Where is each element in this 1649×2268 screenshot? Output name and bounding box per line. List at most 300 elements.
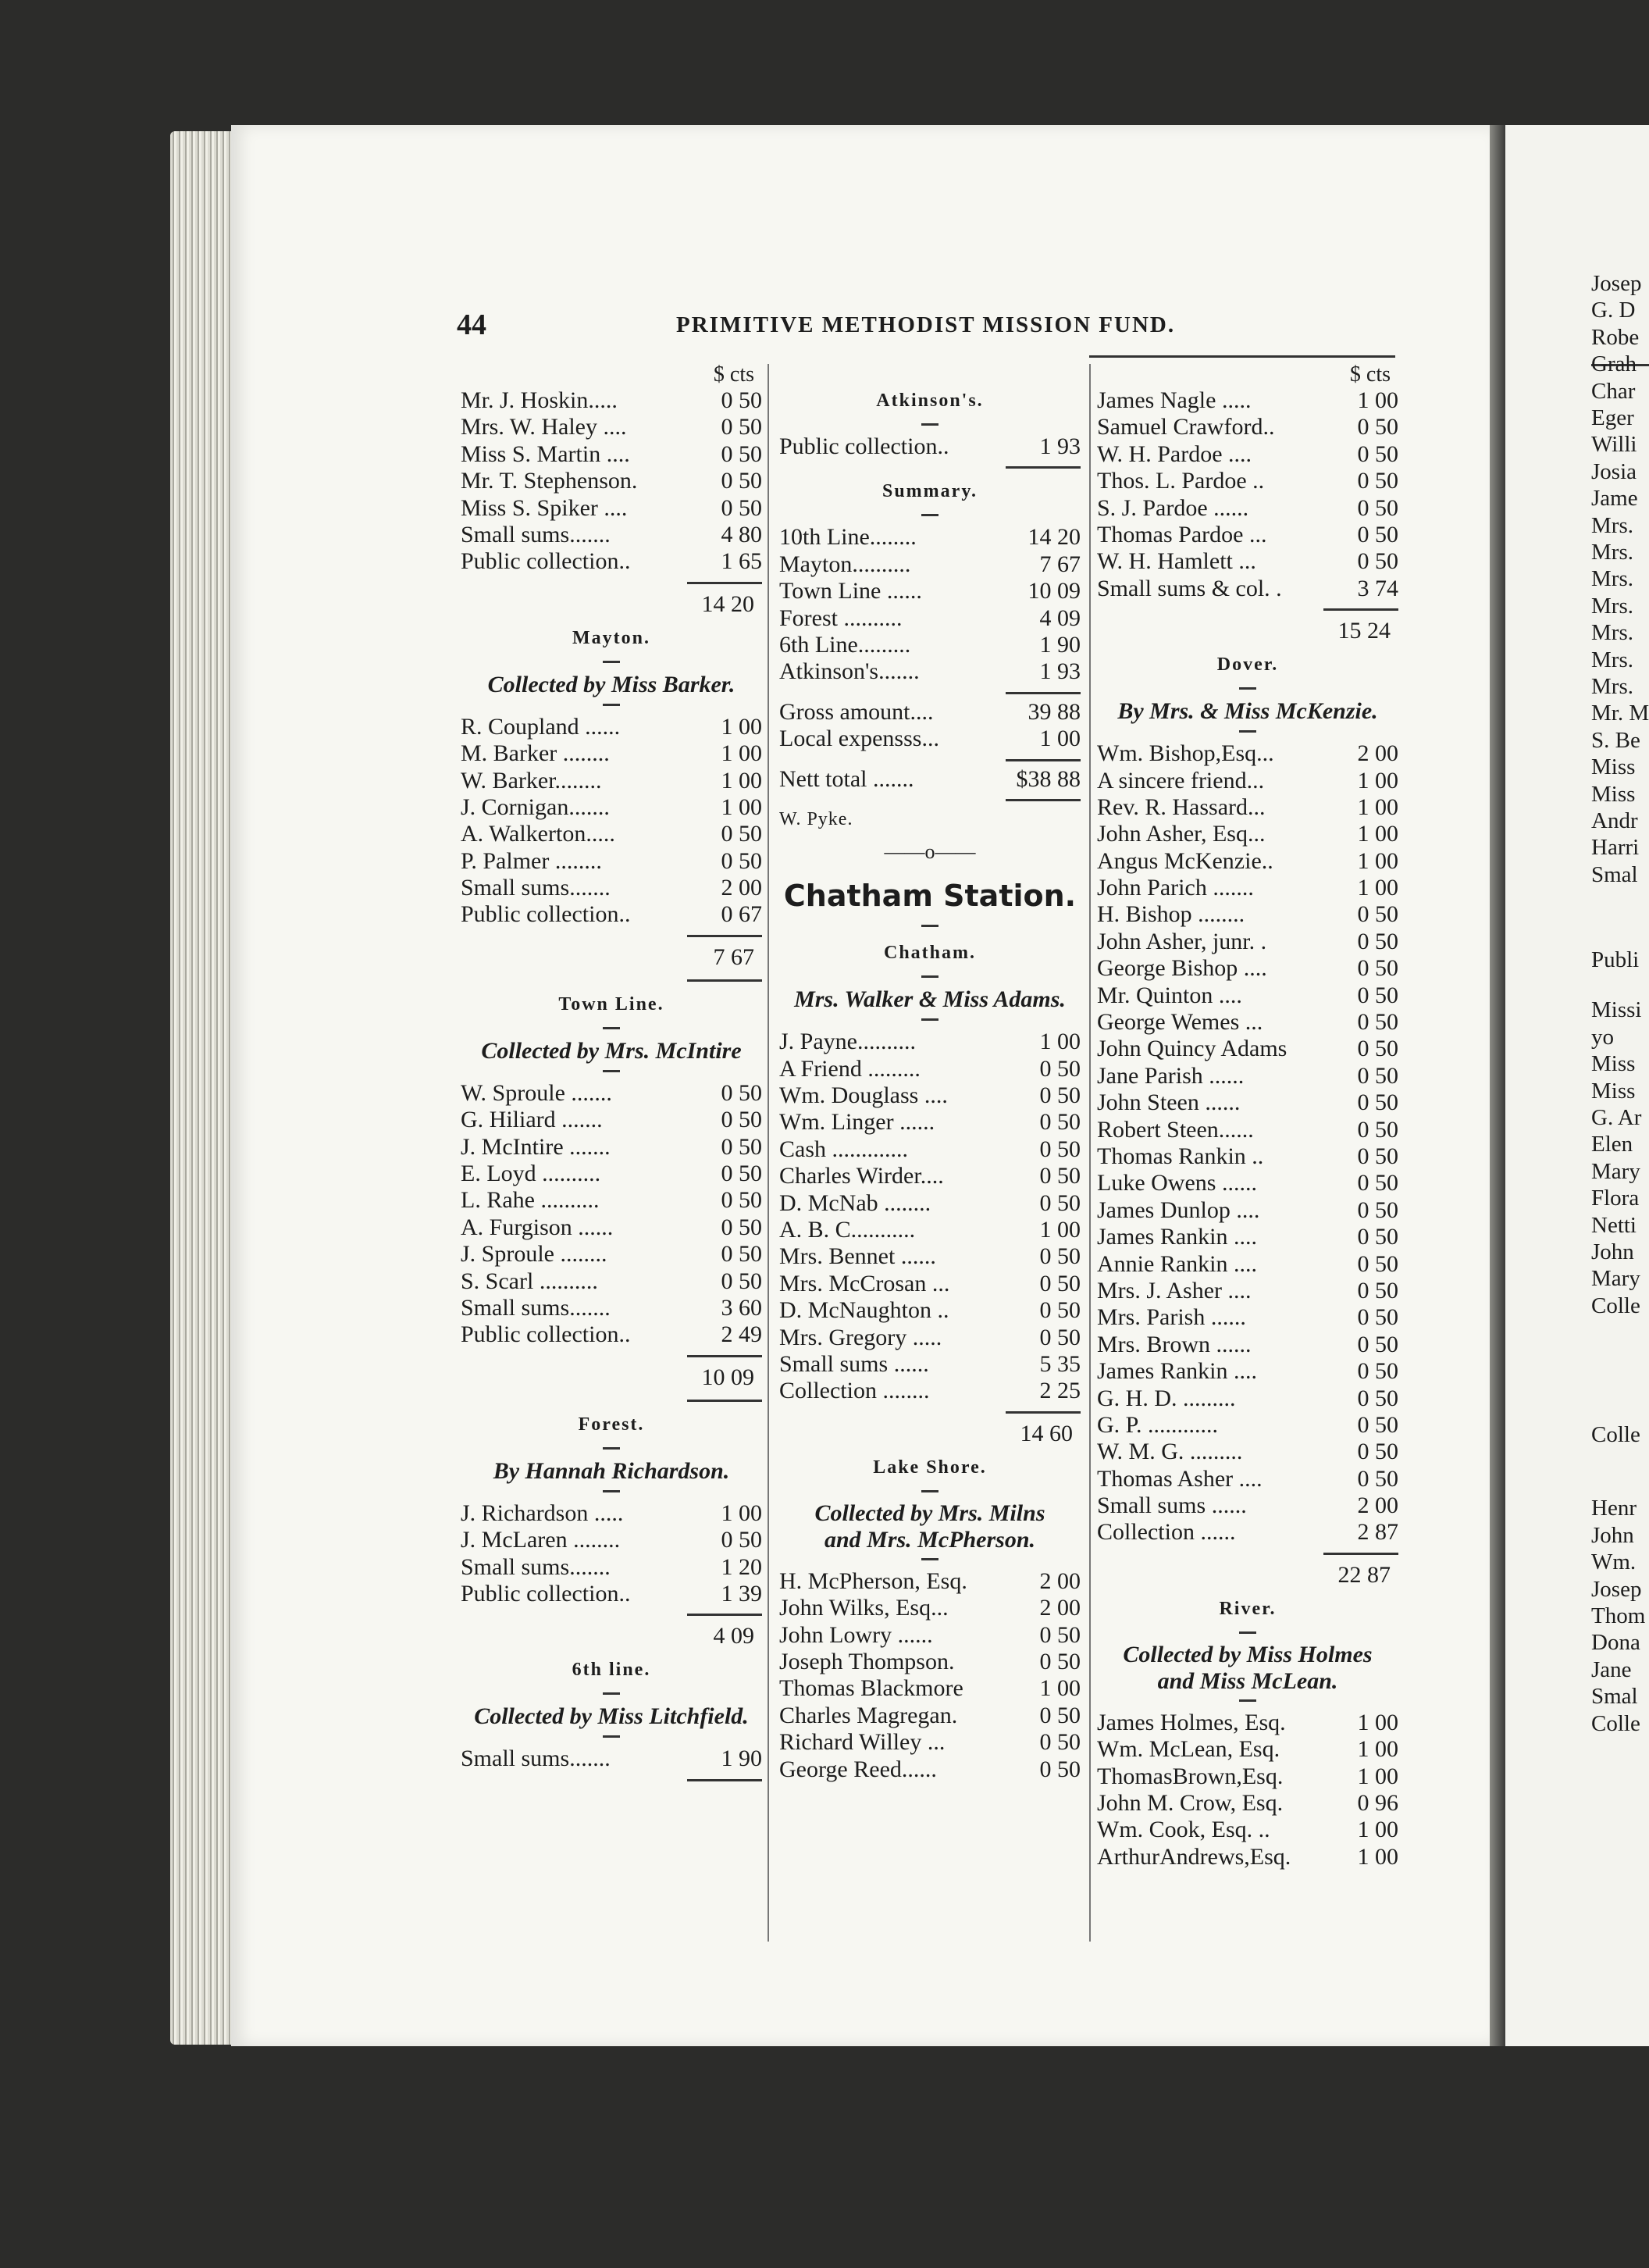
entry-name: Miss S. Martin .... [461,440,630,467]
entry-name: Small sums....... [461,1294,611,1321]
facing-page-line: Colle [1591,1710,1640,1736]
section-total: 7 67 [713,943,754,970]
entry-amount: 0 50 [1357,1385,1398,1411]
entry-list [779,1029,1081,1404]
entry-amount: 1 00 [1357,1709,1398,1735]
facing-page-line: Mrs. [1591,593,1633,619]
facing-page-line: Josep [1591,1576,1642,1602]
dash-rule [603,1447,620,1450]
entry-row [461,1214,762,1241]
entry-name: Mrs. Gregory ..... [779,1324,942,1350]
entry-amount: 0 50 [1357,1009,1398,1036]
entry-amount: 4 09 [1039,604,1081,631]
facing-page-line: Josia [1591,458,1637,484]
entry-name: A sincere friend... [1097,767,1265,793]
section-title: Atkinson's. [876,390,984,411]
dash-rule [603,1490,620,1492]
dash-rule [921,423,938,426]
facing-page-line: Miss [1591,1051,1636,1077]
entry-row [779,1297,1081,1324]
entry-name: D. McNaughton .. [779,1297,949,1324]
signature [779,806,1081,833]
entry-amount: 0 50 [721,1161,762,1187]
entry-row [1097,1412,1398,1439]
entry-amount: 0 50 [1039,1109,1081,1136]
entry-row [779,1109,1081,1136]
collector-line: Collected by Miss Barker. [487,671,735,697]
entry-amount: 0 50 [1357,1277,1398,1303]
entry-name: John Wilks, Esq... [779,1595,949,1621]
facing-page-line: Miss [1591,754,1636,780]
entry-row [1097,1817,1398,1843]
entry-amount: 0 50 [1357,901,1398,928]
entry-amount: 1 00 [721,1500,762,1526]
entry-amount: 0 50 [721,1187,762,1214]
entry-name: Wm. Cook, Esq. .. [1097,1817,1270,1843]
entry-row [461,714,762,740]
entry-list [1097,1710,1398,1870]
entry-name: R. Coupland ...... [461,713,621,740]
entry-row [461,1187,762,1214]
entry-amount: 1 00 [721,713,762,740]
entry-name: H. McPherson, Esq. [779,1567,967,1594]
entry-amount: 0 50 [1039,1243,1081,1270]
entry-amount: 0 50 [721,440,762,467]
facing-page-line: Mrs. [1591,620,1633,646]
entry-amount: 1 65 [721,548,762,575]
entry-row [461,468,762,494]
facing-page-line: John [1591,1522,1634,1548]
entry-amount: 4 80 [721,521,762,547]
collector-line: Collected by Mrs. Milns [814,1500,1045,1526]
entry-list [1097,387,1398,602]
unit-label: $ cts [1349,362,1391,387]
entry-row [1097,875,1398,901]
entry-amount: 1 00 [1039,1217,1081,1243]
entry-amount: 2 49 [721,1321,762,1348]
entry-row [779,1190,1081,1217]
sum-rule [687,1355,762,1357]
facing-page-line: Mary [1591,1158,1640,1184]
entry-amount: 1 00 [1357,767,1398,793]
entry-row [1097,387,1398,414]
entry-row [1097,468,1398,494]
entry-row [461,768,762,794]
entry-amount: 0 50 [1357,440,1398,467]
entry-row [461,1295,762,1321]
entry-name: George Wemes ... [1097,1009,1263,1036]
entry-amount: 1 00 [1357,1817,1398,1843]
sum-rule [687,935,762,937]
entry-amount: 0 50 [1357,1170,1398,1196]
entry-amount: 0 50 [1357,414,1398,440]
entry-name: Public collection.. [779,433,949,459]
dash-rule [1239,730,1256,733]
entry-row [1097,441,1398,468]
sum-rule [1006,759,1081,761]
entry-name: Small sums & col. . [1097,575,1282,601]
signature-text: W. Pyke. [779,808,853,829]
entry-amount: 1 00 [1357,1763,1398,1789]
entry-row [461,821,762,847]
entry-list [461,1080,762,1349]
entry-row [1097,1224,1398,1250]
sum-rule [687,1614,762,1616]
entry-row [779,605,1081,632]
column-divider-2 [1089,364,1091,1942]
entry-name: W. Barker........ [461,767,602,793]
entry-name: James Nagle ..... [1097,387,1252,413]
entry-name: Collection ........ [779,1378,930,1404]
entry-row [779,1163,1081,1189]
entry-amount: 0 50 [1357,1089,1398,1116]
entry-row [779,1217,1081,1243]
entry-row [1097,1089,1398,1116]
entry-amount: 1 00 [721,793,762,820]
entry-amount: 0 50 [721,1214,762,1240]
entry-amount: 0 50 [1039,1297,1081,1324]
entry-row [779,1622,1081,1649]
entry-row [779,1378,1081,1404]
entry-name: John Parich ....... [1097,875,1254,901]
entry-row [779,1703,1081,1729]
entry-name: Small sums....... [461,1553,611,1580]
entry-name: ArthurAndrews,Esq. [1097,1843,1291,1870]
entry-name: James Dunlop .... [1097,1196,1260,1223]
section-title: Lake Shore. [873,1457,987,1478]
section-total: 14 20 [701,590,754,617]
section-title: Chatham. [883,943,976,964]
entry-row [779,1729,1081,1756]
entry-name: M. Barker ........ [461,740,610,767]
entry-name: Joseph Thompson. [779,1648,955,1674]
entry-row [461,1581,762,1607]
entry-row [1097,929,1398,955]
entry-row [1097,1439,1398,1465]
entry-row [1097,1358,1398,1385]
entry-row [779,1568,1081,1595]
facing-page-line: Mrs. [1591,540,1633,565]
entry-row [461,1134,762,1161]
entry-amount: 2 00 [1039,1595,1081,1621]
entry-name: J. Cornigan....... [461,793,610,820]
entry-name: W. M. G. ......... [1097,1439,1243,1465]
dash-rule [921,1018,938,1021]
entry-row [1097,1143,1398,1170]
facing-page-line: Harri [1591,835,1640,861]
entry-row [1097,1519,1398,1546]
facing-page-line: John [1591,1239,1634,1264]
sum-rule [687,582,762,584]
page-edges [170,131,234,2045]
entry-amount: 0 50 [721,494,762,521]
facing-page-line: Eger [1591,405,1634,430]
facing-page-line: Andr [1591,808,1638,833]
dash-rule [603,1027,620,1029]
entry-row [779,1082,1081,1109]
entry-name: L. Rahe .......... [461,1187,600,1214]
entry-name: Cash ............. [779,1136,908,1162]
section-title: Dover. [1216,654,1279,676]
entry-name: Mr. J. Hoskin..... [461,387,618,413]
entry-amount: 1 00 [1039,1029,1081,1055]
entry-row [779,551,1081,578]
facing-page-line: G. Ar [1591,1105,1642,1130]
dash-rule [603,1735,620,1738]
entry-list [461,714,762,929]
entry-amount: 1 00 [721,767,762,793]
station-title: Chatham Station. [783,879,1077,914]
entry-amount: 2 00 [1357,740,1398,767]
entry-row [461,1746,762,1772]
entry-row [1097,821,1398,847]
entry-row [779,1325,1081,1351]
entry-name: W. H. Hamlett ... [1097,548,1256,575]
entry-name: Small sums ...... [1097,1492,1247,1519]
entry-row [779,1243,1081,1270]
dash-rule [1239,687,1256,690]
section-title: Forest. [578,1414,645,1435]
column-1 [461,362,762,1786]
entry-amount: 10 09 [1028,578,1081,604]
entry-list [461,1746,762,1772]
entry-name: Collection ...... [1097,1519,1236,1546]
entry-row [1097,1009,1398,1036]
entry-amount: 1 39 [721,1580,762,1606]
entry-name: J. McLaren ........ [461,1527,621,1553]
section-total: 22 87 [1337,1561,1391,1588]
entry-row [779,1351,1081,1378]
entry-name: H. Bishop ........ [1097,901,1245,928]
facing-page-line: Flora [1591,1186,1640,1211]
entry-amount: $38 88 [1016,765,1081,792]
facing-page-line: Wm. [1591,1549,1637,1575]
entry-amount: 0 50 [1357,1116,1398,1143]
facing-page-line: Mrs. [1591,512,1633,538]
entry-amount: 0 50 [1039,1136,1081,1162]
entry-name: Public collection.. [461,1580,631,1606]
entry-amount: 3 74 [1357,575,1398,601]
entry-amount: 1 90 [721,1746,762,1772]
entry-row [779,632,1081,658]
entry-amount: 0 50 [1357,955,1398,982]
header-rule [1089,355,1395,358]
entry-name: 10th Line........ [779,524,917,551]
entry-row [461,522,762,548]
entry-row [1097,1710,1398,1736]
entry-amount: 0 50 [721,1133,762,1160]
entry-amount: 0 50 [1039,1756,1081,1782]
entry-row [461,1527,762,1553]
entry-row [1097,982,1398,1009]
entry-name: W. Sproule ....... [461,1079,612,1106]
entry-row [461,1554,762,1581]
entry-name: Thomas Pardoe ... [1097,521,1267,547]
entry-row [1097,1790,1398,1817]
dash-rule [1239,1699,1256,1702]
entry-row [779,1136,1081,1163]
facing-page-line: Mr. M [1591,701,1649,726]
entry-name: W. H. Pardoe .... [1097,440,1252,467]
entry-name: Wm. Bishop,Esq... [1097,740,1274,767]
entry-name: S. Scarl .......... [461,1268,598,1294]
entry-amount: 39 88 [1028,698,1081,725]
entry-row [779,1756,1081,1783]
entry-row [1097,955,1398,982]
entry-name: Richard Willey ... [779,1729,946,1756]
entry-row [461,1500,762,1527]
dash-rule [603,704,620,706]
entry-name: Forest .......... [779,604,903,631]
entry-name: Wm. Linger ...... [779,1109,935,1136]
entry-row [1097,768,1398,794]
entry-row [461,387,762,414]
entry-name: James Rankin .... [1097,1358,1257,1385]
entry-row [461,441,762,468]
entry-amount: 1 90 [1039,631,1081,658]
entry-row [461,1321,762,1348]
entry-amount: 1 93 [1039,433,1081,459]
entry-amount: 1 00 [1357,387,1398,413]
entry-name: G. P. ............ [1097,1411,1219,1438]
entry-list [779,433,1081,460]
entry-row [461,875,762,901]
nett-total-row [779,766,1081,793]
entry-row [1097,1492,1398,1519]
sum-rule [1006,799,1081,801]
entry-amount: 0 50 [1039,1621,1081,1648]
entry-name: Nett total ....... [779,765,914,792]
facing-page-line: Publi [1591,947,1640,972]
entry-row [779,578,1081,604]
facing-page-line: G. D [1591,298,1636,323]
entry-amount: 0 50 [1357,1304,1398,1331]
entry-name: Mrs. Brown ...... [1097,1331,1252,1357]
entry-row [1097,1736,1398,1763]
entry-name: Robert Steen...... [1097,1116,1254,1143]
entry-row [1097,1466,1398,1492]
entry-name: Mrs. McCrosan ... [779,1270,950,1296]
entry-name: Rev. R. Hassard... [1097,793,1266,820]
entry-amount: 0 50 [721,387,762,413]
entry-amount: 2 00 [1357,1492,1398,1519]
entry-name: John Quincy Adams [1097,1036,1288,1062]
entry-name: 6th Line......... [779,631,911,658]
collector-line: Collected by Miss Litchfield. [474,1703,749,1730]
entry-amount: 0 50 [721,1241,762,1268]
facing-page-line: Netti [1591,1212,1637,1238]
collector-line: and Mrs. McPherson. [824,1526,1036,1553]
entry-amount: 3 60 [721,1294,762,1321]
entry-row [1097,1844,1398,1870]
entry-list [779,1568,1081,1783]
entry-name: D. McNab ........ [779,1189,931,1216]
entry-amount: 2 00 [1039,1567,1081,1594]
entry-name: Mrs. W. Haley .... [461,414,627,440]
entry-name: Small sums....... [461,521,611,547]
facing-page-line: Thom [1591,1603,1646,1628]
entry-amount: 1 00 [1357,821,1398,847]
entry-amount: 0 50 [1039,1648,1081,1674]
entry-name: S. J. Pardoe ...... [1097,494,1249,521]
entry-amount: 0 50 [1357,1331,1398,1357]
entry-name: Miss S. Spiker .... [461,494,628,521]
entry-amount: 0 50 [1039,1082,1081,1109]
page-number: 44 [457,308,486,341]
entry-row [779,524,1081,551]
entry-amount: 0 50 [1357,1062,1398,1089]
entry-name: J. Richardson ..... [461,1500,624,1526]
entry-name: Thomas Rankin .. [1097,1143,1264,1169]
entry-name: A Friend ......... [779,1055,921,1082]
entry-amount: 1 20 [721,1553,762,1580]
entry-row [1097,1304,1398,1331]
entry-amount: 1 93 [1039,658,1081,685]
facing-page-line: Missi [1591,997,1642,1023]
sum-rule [687,1779,762,1781]
entry-amount: 0 50 [1357,468,1398,494]
entry-amount: 1 00 [1357,1843,1398,1870]
entry-name: Atkinson's....... [779,658,920,685]
entry-name: Public collection.. [461,901,631,928]
dash-rule [921,514,938,516]
entry-name: A. Furgison ...... [461,1214,614,1240]
column-3 [1097,362,1398,1870]
entry-name: J. Sproule ........ [461,1241,607,1268]
entry-amount: 0 50 [1357,548,1398,575]
entry-name: Charles Magregan. [779,1702,958,1728]
collector-line: Collected by Miss Holmes [1123,1641,1373,1667]
entry-amount: 0 50 [721,414,762,440]
facing-page-line: Willi [1591,432,1637,458]
entry-name: Mrs. Parish ...... [1097,1304,1246,1331]
entry-name: John M. Crow, Esq. [1097,1790,1284,1817]
entry-row [1097,522,1398,548]
facing-page-line: Char [1591,378,1636,404]
section-title: Summary. [881,481,978,502]
entry-amount: 0 50 [1357,1196,1398,1223]
entry-name: Charles Wirder.... [779,1163,944,1189]
entry-name: Small sums ...... [779,1350,929,1377]
entry-name: P. Palmer ........ [461,847,602,874]
entry-row [461,1268,762,1295]
section-title: Mayton. [572,627,650,648]
entry-row [1097,1332,1398,1358]
entry-row [1097,414,1398,440]
entry-name: Wm. McLean, Esq. [1097,1736,1280,1763]
entry-name: Jane Parish ...... [1097,1062,1245,1089]
entry-row [779,433,1081,460]
dash-rule [921,1558,938,1560]
entry-amount: 0 50 [1357,521,1398,547]
entry-amount: 0 50 [1039,1729,1081,1756]
facing-page-line: Colle [1591,1293,1640,1318]
entry-amount: 1 00 [1357,875,1398,901]
entry-row [461,495,762,522]
sum-rule [687,1400,762,1402]
entry-name: John Steen ...... [1097,1089,1241,1116]
collector-line: By Mrs. & Miss McKenzie. [1117,698,1378,725]
facing-page-line: Miss [1591,781,1636,807]
entry-name: G. H. D. ......... [1097,1385,1236,1411]
sum-rule [1323,608,1398,611]
entry-row [461,1107,762,1133]
entry-list [1097,740,1398,1546]
entry-name: James Holmes, Esq. [1097,1709,1286,1735]
facing-page-line: Mrs. [1591,566,1633,592]
entry-amount: 0 50 [1357,1036,1398,1062]
entry-row [1097,576,1398,602]
